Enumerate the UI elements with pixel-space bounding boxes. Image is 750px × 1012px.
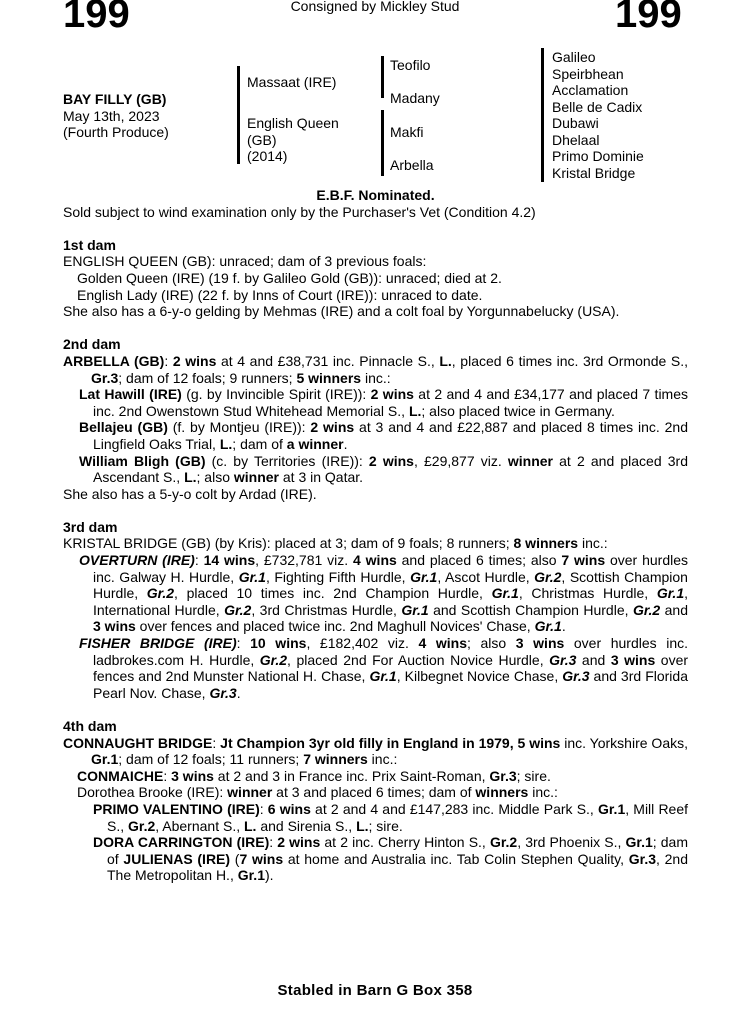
dam3-produce-overturn: OVERTURN (IRE): 14 wins, £732,781 viz. 4 wins and placed 6 times; also 7 wins over hurdles inc. Galway H. Hurdle, Gr.1, Fighting Fifth Hurdle, Gr.1, Ascot Hurdle, Gr.2, Scottish Champion Hurdle, Gr.2, placed 10 times inc. 2nd Champion Hurdle, Gr.1, Christmas Hurdle, Gr.1, International Hurdle, Gr.2, 3rd Christmas Hurdle, Gr.1 and Scottish Champion Hurdle, Gr.2 and 3 wins over fences and placed twice inc. 2nd Maghull Novices' Chase, Gr.1. xyxy=(79,552,689,635)
pedigree-divider-3 xyxy=(541,48,544,182)
ebf-nominated: E.B.F. Nominated. xyxy=(316,187,435,203)
dam2-heading: 2nd dam xyxy=(63,336,121,353)
stabling-info: Stabled in Barn G Box 358 xyxy=(277,982,473,999)
consignor: Consigned by Mickley Stud xyxy=(290,0,460,14)
dam1-summary: ENGLISH QUEEN (GB): unraced; dam of 3 previous foals: xyxy=(63,253,427,270)
horse-produce: (Fourth Produce) xyxy=(63,124,169,140)
pedigree-divider-2a xyxy=(381,56,384,98)
pedigree-gen2-2: Madany xyxy=(390,90,440,106)
dam1-also: She also has a 6-y-o gelding by Mehmas (IRE) and a colt foal by Yorgunnabelucky (USA). xyxy=(63,303,620,320)
pedigree-gen2-1: Teofilo xyxy=(390,57,431,73)
horse-foaled: May 13th, 2023 xyxy=(63,107,160,124)
dam1-foal-2: English Lady (IRE) (22 f. by Inns of Court (IRE)): unraced to date. xyxy=(77,286,483,303)
lot-number-left: 199 xyxy=(63,0,130,36)
dam1-foal-1: Golden Queen (IRE) (19 f. by Galileo Gold (GB)): unraced; died at 2. xyxy=(77,269,502,286)
dam2-produce-1: Lat Hawill (IRE) (g. by Invincible Spirit (IRE)): 2 wins at 2 and 4 and £34,177 and placed 7 times inc. 2nd Owenstown Stud Whitehead Memorial S., L.; also placed twice in Germany. xyxy=(79,386,689,419)
pedigree-gen3: Galileo Speirbhean Acclamation Belle de Cadix Dubawi Dhelaal Primo Dominie Kristal Bridge xyxy=(552,49,644,181)
dam2-produce-2: Bellajeu (GB) (f. by Montjeu (IRE)): 2 wins at 3 and 4 and £22,887 and placed 8 times inc. 2nd Lingfield Oaks Trial, L.; dam of a winner. xyxy=(79,419,688,452)
dam4-produce-dorothea: Dorothea Brooke (IRE): winner at 3 and placed 6 times; dam of winners inc.: xyxy=(77,784,558,801)
pedigree-sire: Massaat (IRE) xyxy=(247,74,337,90)
dam4-heading: 4th dam xyxy=(63,718,117,734)
sale-condition: Sold subject to wind examination only by the Purchaser's Vet (Condition 4.2) xyxy=(63,203,536,220)
dam4-summary: CONNAUGHT BRIDGE: Jt Champion 3yr old filly in England in 1979, 5 wins inc. Yorkshire Oaks, Gr.1; dam of 12 foals; 11 runners; 7 winners inc.: xyxy=(63,734,688,768)
pedigree-gen2-3: Makfi xyxy=(390,124,424,140)
pedigree-dam: English Queen (GB) (2014) xyxy=(247,115,339,164)
dam3-heading: 3rd dam xyxy=(63,518,118,535)
horse-name: BAY FILLY (GB) xyxy=(63,91,167,107)
dam1-heading: 1st dam xyxy=(63,236,116,253)
dam4-produce-conmaiche: CONMAICHE: 3 wins at 2 and 3 in France inc. Prix Saint-Roman, Gr.3; sire. xyxy=(77,767,551,784)
dam3-produce-fisher-bridge: FISHER BRIDGE (IRE): 10 wins, £182,402 viz. 4 wins; also 3 wins over hurdles inc. ladbrokes.com H. Hurdle, Gr.2, placed 2nd For Auction Novice Hurdle, Gr.3 and 3 wins over fences and 2nd Munster National H. Chase, Gr.1, Kilbegnet Novice Chase, Gr.3 and 3rd Florida Pearl Nov. Chase, Gr.3. xyxy=(79,635,689,701)
pedigree-divider-1 xyxy=(237,66,240,164)
catalogue-body xyxy=(63,187,688,884)
dam4-produce-primo-valentino: PRIMO VALENTINO (IRE): 6 wins at 2 and 4 and £147,283 inc. Middle Park S., Gr.1, Mill Reef S., Gr.2, Abernant S., L. and Sirenia S., L.; sire. xyxy=(93,800,689,834)
dam4-produce-dora-carrington: DORA CARRINGTON (IRE): 2 wins at 2 inc. Cherry Hinton S., Gr.2, 3rd Phoenix S., Gr.1; dam of JULIENAS (IRE) (7 wins at home and Australia inc. Tab Colin Stephen Quality, Gr.3, 2nd The Metropolitan H., Gr.1). xyxy=(93,834,689,884)
dam2-also: She also has a 5-y-o colt by Ardad (IRE). xyxy=(63,485,317,502)
dam3-summary: KRISTAL BRIDGE (GB) (by Kris): placed at 3; dam of 9 foals; 8 runners; 8 winners inc.: xyxy=(63,535,608,552)
pedigree-gen2-4: Arbella xyxy=(390,157,434,173)
dam2-produce-3: William Bligh (GB) (c. by Territories (IRE)): 2 wins, £29,877 viz. winner at 2 and placed 3rd Ascendant S., L.; also winner at 3 in Qatar. xyxy=(79,452,688,486)
lot-number-right: 199 xyxy=(615,0,682,36)
pedigree-divider-2b xyxy=(381,110,384,176)
horse-info xyxy=(63,91,169,141)
dam2-summary: ARBELLA (GB): 2 wins at 4 and £38,731 inc. Pinnacle S., L., placed 6 times inc. 3rd Ormonde S., Gr.3; dam of 12 foals; 9 runners; 5 winners inc.: xyxy=(63,352,689,386)
